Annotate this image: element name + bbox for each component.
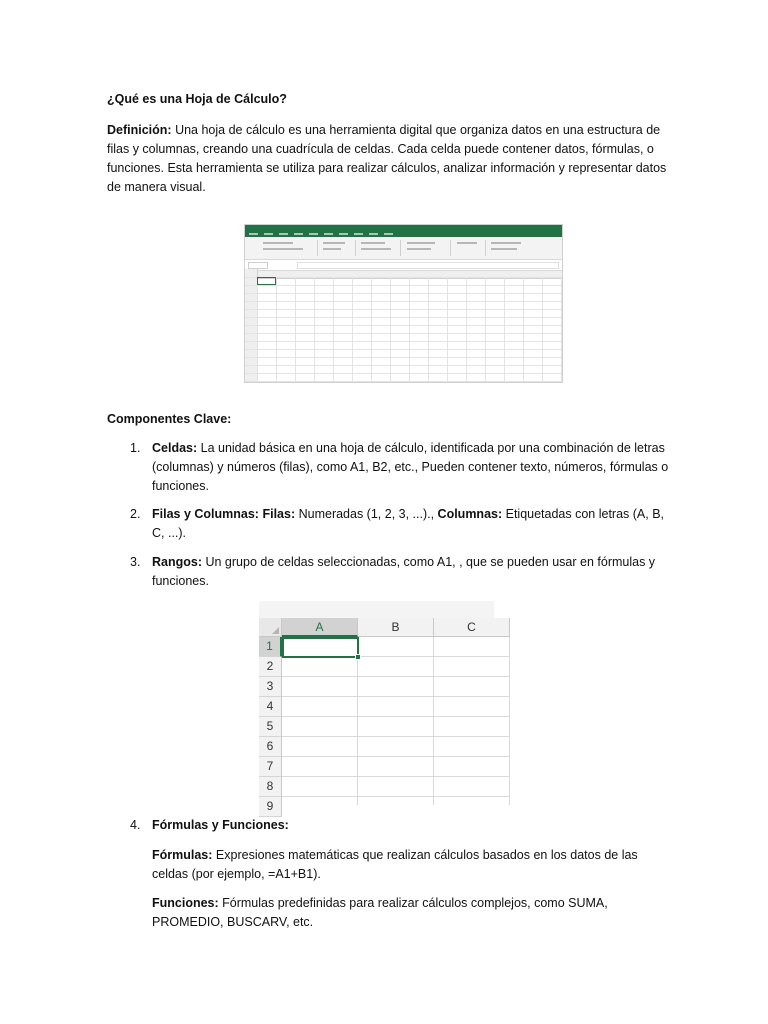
formulas-text: Expresiones matemáticas que realizan cálculos basados en los datos de las celdas (por ejemplo, =A1+B1). xyxy=(152,848,638,881)
list-item-formulas-funciones xyxy=(130,816,670,835)
item-label: Rangos: xyxy=(152,555,202,569)
list-number: 1. xyxy=(130,441,141,455)
list-number: 2. xyxy=(130,507,141,521)
list-item-rangos xyxy=(130,553,670,591)
definition-label: Definición: xyxy=(107,123,172,137)
formulas-paragraph xyxy=(152,846,652,884)
row-header-8: 8 xyxy=(259,777,282,797)
components-heading: Componentes Clave: xyxy=(107,412,232,426)
funciones-text: Fórmulas predefinidas para realizar cálculos complejos, como SUMA, PROMEDIO, BUSCARV, etc. xyxy=(152,896,608,929)
row-header-1: 1 xyxy=(259,637,282,657)
definition-paragraph xyxy=(107,121,667,197)
funciones-label: Funciones: xyxy=(152,896,219,910)
list-number: 3. xyxy=(130,555,141,569)
item-sublabel-filas: Filas: xyxy=(262,507,296,521)
list-item-filas-columnas xyxy=(130,505,670,543)
item-label: Fórmulas y Funciones: xyxy=(152,818,289,832)
column-header-b: B xyxy=(358,618,434,637)
row-header-6: 6 xyxy=(259,737,282,757)
excel-grid-closeup xyxy=(259,601,510,813)
excel-ribbon xyxy=(245,237,562,260)
item-sublabel-columnas: Columnas: xyxy=(437,507,503,521)
item-label: Celdas: xyxy=(152,441,198,455)
cell-grid xyxy=(282,637,510,805)
item-text: La unidad básica en una hoja de cálculo, identificada por una combinación de letras (columnas) y números (filas), como A1, B2, etc., Pueden contener texto, números, fórmulas o funciones. xyxy=(152,441,669,493)
row-header-2: 2 xyxy=(259,657,282,677)
column-header-a: A xyxy=(282,618,358,637)
item-text: Un grupo de celdas seleccionadas, como A1, , que se pueden usar en fórmulas y funciones. xyxy=(152,555,656,588)
row-header-3: 3 xyxy=(259,677,282,697)
definition-text: Una hoja de cálculo es una herramienta digital que organiza datos en una estructura de filas y columnas, creando una cuadrícula de celdas. Cada celda puede contener datos, fórmulas, o funciones. Esta herramienta se utiliza para realizar cálculos, analizar información y representar datos de manera visual. xyxy=(107,123,667,194)
list-item-celdas xyxy=(130,439,670,496)
item-label: Filas y Columnas: xyxy=(152,507,259,521)
excel-selected-cell xyxy=(257,277,276,285)
item-text-2: Etiquetadas con letras (A, B, C, ...). xyxy=(152,507,665,540)
excel-formula-bar xyxy=(245,260,562,271)
grid-toolbar-strip xyxy=(259,601,510,619)
row-header-5: 5 xyxy=(259,717,282,737)
excel-cell-grid xyxy=(245,277,562,382)
item-text: Numeradas (1, 2, 3, ...)., xyxy=(295,507,438,521)
funciones-paragraph xyxy=(152,894,652,932)
formulas-label: Fórmulas: xyxy=(152,848,213,862)
column-header-c: C xyxy=(434,618,510,637)
selected-cell-a1 xyxy=(282,637,359,658)
row-header-7: 7 xyxy=(259,757,282,777)
excel-window-screenshot xyxy=(244,224,563,383)
row-header-4: 4 xyxy=(259,697,282,717)
page-title: ¿Qué es una Hoja de Cálculo? xyxy=(107,92,287,106)
select-all-corner xyxy=(259,618,282,637)
fill-handle xyxy=(355,654,361,660)
row-header-9: 9 xyxy=(259,797,282,817)
list-number: 4. xyxy=(130,818,141,832)
